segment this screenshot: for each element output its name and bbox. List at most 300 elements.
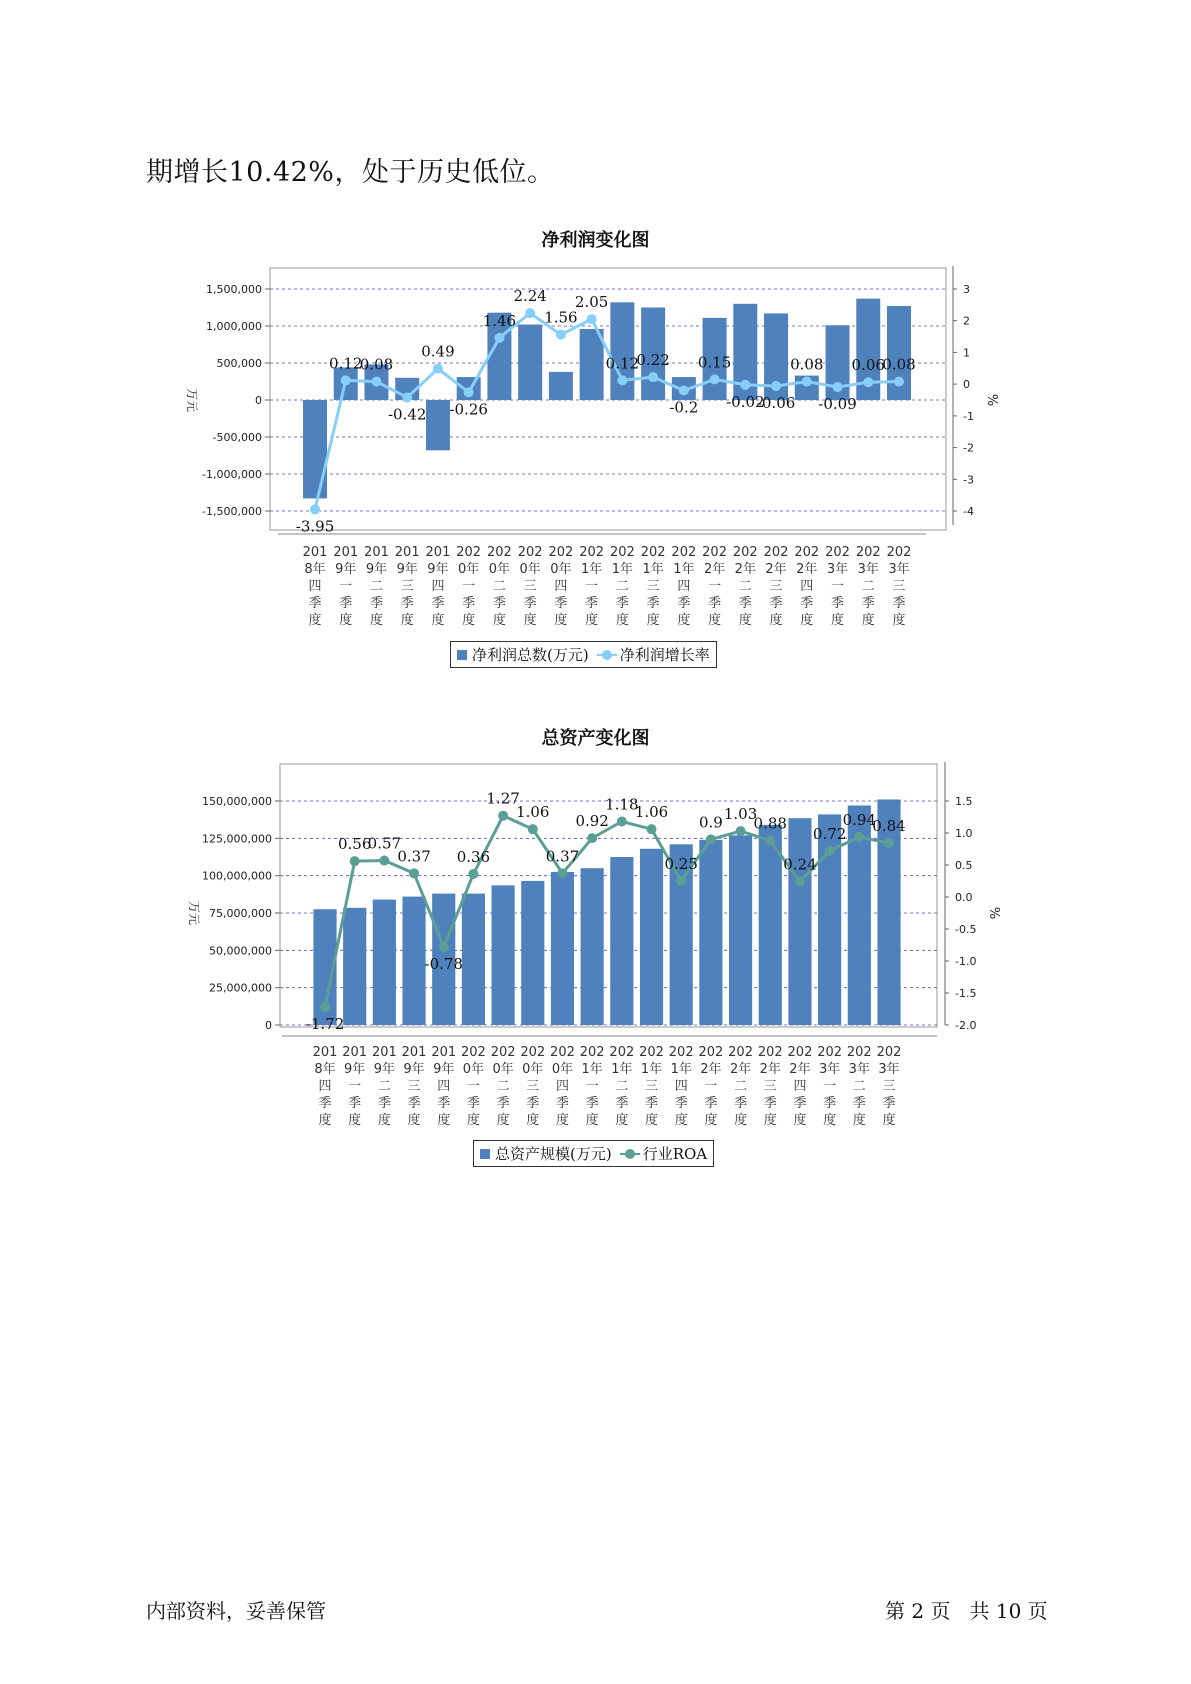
data-label: 0.37 bbox=[397, 847, 431, 866]
x-tick-label: 0年 bbox=[458, 562, 480, 577]
line-point bbox=[587, 833, 597, 843]
x-tick-label: 三 bbox=[882, 1079, 896, 1094]
net-profit-legend bbox=[450, 641, 717, 668]
y-tick-label: 150,000,000 bbox=[202, 795, 272, 808]
line-point bbox=[468, 869, 478, 879]
x-tick-label: 季 bbox=[585, 596, 599, 611]
y2-tick-label: 0.5 bbox=[955, 859, 973, 872]
x-tick-label: 四 bbox=[308, 579, 322, 594]
x-tick-label: 度 bbox=[407, 1113, 421, 1128]
x-tick-label: 度 bbox=[462, 613, 476, 628]
y2-tick-label: 1.0 bbox=[955, 827, 973, 840]
x-tick-label: 201 bbox=[431, 1045, 457, 1060]
x-tick-label: 9年 bbox=[403, 1062, 425, 1077]
data-label: 0.08 bbox=[359, 355, 394, 374]
x-tick-label: 201 bbox=[333, 545, 359, 560]
x-tick-label: 201 bbox=[401, 1045, 427, 1060]
x-tick-label: 202 bbox=[886, 545, 912, 560]
data-label: 0.9 bbox=[698, 813, 723, 832]
line-point bbox=[528, 824, 538, 834]
x-tick-label: 度 bbox=[852, 1113, 866, 1128]
x-tick-label: 202 bbox=[698, 1045, 724, 1060]
x-tick-label: 0年 bbox=[519, 562, 541, 577]
y2-axis-label: % bbox=[986, 906, 1001, 920]
x-tick-label: 季 bbox=[318, 1096, 332, 1111]
x-tick-label: 2年 bbox=[700, 1062, 722, 1077]
line-point bbox=[617, 816, 627, 826]
x-tick-label: 度 bbox=[892, 613, 906, 628]
x-tick-label: 季 bbox=[823, 1096, 837, 1111]
y-tick-label: 500,000 bbox=[216, 357, 262, 370]
bar bbox=[402, 897, 425, 1025]
x-tick-label: 四 bbox=[555, 1079, 569, 1094]
data-label: 1.46 bbox=[482, 311, 517, 330]
x-tick-label: 季 bbox=[523, 596, 537, 611]
data-label: 0.24 bbox=[783, 855, 817, 874]
line-point bbox=[863, 377, 873, 387]
line-point bbox=[765, 836, 775, 846]
bar bbox=[303, 400, 327, 498]
x-tick-label: 3年 bbox=[818, 1062, 841, 1077]
x-tick-label: 度 bbox=[496, 1113, 510, 1128]
y2-tick-label: 3 bbox=[963, 283, 970, 296]
x-tick-label: 度 bbox=[738, 613, 752, 628]
line-point bbox=[402, 392, 412, 402]
bar bbox=[581, 868, 604, 1025]
data-label: 2.24 bbox=[513, 287, 547, 306]
x-tick-label: 2年 bbox=[765, 562, 787, 577]
line-point bbox=[587, 314, 597, 324]
line-point bbox=[802, 377, 812, 387]
data-label: -0.2 bbox=[669, 398, 699, 417]
x-tick-label: 季 bbox=[615, 1096, 629, 1111]
x-tick-label: 2年 bbox=[759, 1062, 781, 1077]
data-label: 0.49 bbox=[421, 342, 455, 361]
x-tick-label: 202 bbox=[763, 545, 789, 560]
x-tick-label: 季 bbox=[645, 1096, 659, 1111]
y-tick-label: 100,000,000 bbox=[202, 869, 272, 883]
x-tick-label: 202 bbox=[728, 1045, 753, 1060]
y-tick-label: 50,000,000 bbox=[209, 944, 272, 958]
bar bbox=[521, 881, 544, 1025]
x-tick-label: 度 bbox=[585, 1113, 599, 1128]
data-label: 0.12 bbox=[329, 354, 363, 373]
x-tick-label: 8年 bbox=[314, 1062, 336, 1077]
x-tick-label: 1年 bbox=[581, 1062, 603, 1077]
legend-total-assets: 总资产规模(万元) bbox=[495, 1145, 612, 1163]
y2-tick-label: -1 bbox=[963, 409, 974, 423]
y-axis-label: 万元 bbox=[185, 387, 199, 413]
x-tick-label: 202 bbox=[461, 1045, 486, 1060]
y-axis-label: 万元 bbox=[187, 900, 201, 926]
line-point bbox=[371, 377, 381, 387]
x-tick-label: 度 bbox=[708, 613, 722, 628]
y2-tick-label: 0 bbox=[963, 378, 970, 392]
x-tick-label: 二 bbox=[861, 579, 875, 594]
bar bbox=[759, 825, 782, 1025]
x-tick-label: 度 bbox=[369, 613, 383, 628]
x-tick-label: 二 bbox=[734, 1079, 748, 1094]
x-tick-label: 季 bbox=[882, 1096, 896, 1111]
x-tick-label: 9年 bbox=[335, 562, 357, 577]
x-tick-label: 201 bbox=[312, 1045, 338, 1060]
y-tick-label: 0 bbox=[255, 394, 262, 407]
x-tick-label: 0年 bbox=[492, 1062, 514, 1077]
line-point bbox=[557, 868, 567, 878]
line-point bbox=[433, 364, 443, 374]
x-tick-label: 度 bbox=[645, 1113, 659, 1128]
x-tick-label: 季 bbox=[555, 1096, 569, 1111]
x-tick-label: 季 bbox=[431, 596, 445, 611]
x-tick-label: 四 bbox=[800, 579, 814, 594]
data-label: 0.94 bbox=[842, 810, 877, 829]
x-tick-label: 四 bbox=[437, 1079, 451, 1094]
x-tick-label: 3年 bbox=[848, 1062, 870, 1077]
footer-confidential: 内部资料，妥善保管 bbox=[146, 1599, 326, 1623]
x-tick-label: 2年 bbox=[729, 1062, 752, 1077]
x-tick-label: 二 bbox=[377, 1079, 391, 1094]
x-tick-label: 季 bbox=[339, 596, 353, 611]
x-tick-label: 季 bbox=[852, 1096, 866, 1111]
y-tick-label: -1,000,000 bbox=[202, 468, 262, 481]
x-tick-label: 1年 bbox=[611, 1062, 633, 1077]
x-tick-label: 季 bbox=[377, 1096, 391, 1111]
line-point bbox=[647, 824, 657, 834]
x-tick-label: 202 bbox=[668, 1045, 694, 1060]
bar bbox=[610, 302, 634, 400]
line-point bbox=[464, 387, 474, 397]
data-label: 0.22 bbox=[636, 351, 670, 370]
line-point bbox=[310, 504, 320, 514]
data-label: 1.06 bbox=[634, 803, 669, 822]
x-tick-label: 202 bbox=[817, 1045, 843, 1060]
bar bbox=[426, 400, 450, 450]
x-tick-label: 度 bbox=[734, 1113, 748, 1128]
bar bbox=[518, 325, 542, 400]
x-tick-label: 季 bbox=[793, 1096, 807, 1111]
x-tick-label: 四 bbox=[318, 1079, 332, 1094]
x-tick-label: 度 bbox=[769, 613, 783, 628]
x-tick-label: 9年 bbox=[396, 562, 418, 577]
x-tick-label: 0年 bbox=[522, 1062, 544, 1077]
x-tick-label: 四 bbox=[793, 1079, 807, 1094]
x-tick-label: 四 bbox=[554, 579, 568, 594]
x-tick-label: 3年 bbox=[888, 562, 910, 577]
x-tick-label: 季 bbox=[308, 596, 322, 611]
x-tick-label: 202 bbox=[876, 1045, 902, 1060]
y-tick-label: 125,000,000 bbox=[202, 832, 272, 846]
x-tick-label: 度 bbox=[674, 1113, 688, 1128]
x-tick-label: 1年 bbox=[640, 1062, 663, 1077]
data-label: -0.26 bbox=[449, 400, 488, 419]
x-tick-label: 季 bbox=[734, 1096, 748, 1111]
x-tick-label: 度 bbox=[466, 1113, 480, 1128]
x-tick-label: 度 bbox=[677, 613, 691, 628]
data-label: -0.02 bbox=[726, 392, 765, 411]
y-tick-label: 0 bbox=[265, 1019, 272, 1032]
legend-line-swatch bbox=[620, 1149, 640, 1159]
data-label: 0.08 bbox=[882, 355, 916, 374]
x-tick-label: 三 bbox=[892, 579, 906, 594]
x-tick-label: 202 bbox=[609, 1045, 635, 1060]
y-tick-label: 25,000,000 bbox=[209, 981, 272, 995]
x-tick-label: 201 bbox=[364, 545, 389, 560]
x-tick-label: 202 bbox=[825, 545, 850, 560]
x-tick-label: 度 bbox=[763, 1113, 777, 1128]
bar bbox=[610, 857, 633, 1025]
x-tick-label: 1年 bbox=[611, 562, 634, 577]
x-tick-label: 202 bbox=[548, 545, 574, 560]
data-label: 0.92 bbox=[575, 812, 609, 831]
x-tick-label: 度 bbox=[793, 1113, 807, 1128]
x-tick-label: 9年 bbox=[365, 562, 388, 577]
legend-bar-swatch bbox=[457, 650, 467, 660]
x-tick-label: 度 bbox=[585, 613, 599, 628]
x-tick-label: 3年 bbox=[826, 562, 849, 577]
legend-line-swatch bbox=[597, 650, 617, 660]
x-tick-label: 202 bbox=[550, 1045, 575, 1060]
line-point bbox=[498, 811, 508, 821]
x-tick-label: 202 bbox=[846, 1045, 872, 1060]
data-label: 0.08 bbox=[790, 355, 824, 374]
x-tick-label: 9年 bbox=[344, 1062, 366, 1077]
x-tick-label: 度 bbox=[831, 613, 845, 628]
data-label: -0.09 bbox=[818, 394, 857, 413]
data-label: -0.06 bbox=[756, 394, 796, 413]
data-label: 0.12 bbox=[605, 354, 640, 373]
x-tick-label: 度 bbox=[646, 613, 660, 628]
y2-tick-label: 1.5 bbox=[955, 795, 973, 808]
x-tick-label: 201 bbox=[302, 545, 328, 560]
x-tick-label: 一 bbox=[585, 579, 599, 594]
x-tick-label: 度 bbox=[492, 613, 506, 628]
x-tick-label: 一 bbox=[823, 1079, 837, 1094]
x-tick-label: 202 bbox=[609, 545, 635, 560]
line-point bbox=[710, 374, 720, 384]
x-tick-label: 度 bbox=[348, 1113, 362, 1128]
x-tick-label: 一 bbox=[704, 1079, 718, 1094]
line-point bbox=[679, 385, 689, 395]
x-tick-label: 1年 bbox=[642, 562, 664, 577]
x-tick-label: 季 bbox=[369, 596, 383, 611]
y2-tick-label: -0.5 bbox=[955, 923, 977, 936]
data-label: 0.37 bbox=[545, 847, 580, 866]
data-label: -1.72 bbox=[305, 1015, 345, 1034]
x-tick-label: 季 bbox=[738, 596, 752, 611]
x-tick-label: 季 bbox=[831, 596, 845, 611]
line-point bbox=[795, 877, 805, 887]
x-tick-label: 度 bbox=[526, 1113, 540, 1128]
x-tick-label: 202 bbox=[787, 1045, 813, 1060]
x-tick-label: 2年 bbox=[703, 562, 726, 577]
line-point bbox=[494, 333, 504, 343]
x-tick-label: 度 bbox=[400, 613, 414, 628]
line-point bbox=[771, 381, 781, 391]
x-tick-label: 9年 bbox=[433, 1062, 455, 1077]
x-tick-label: 1年 bbox=[580, 562, 603, 577]
bar bbox=[343, 908, 366, 1025]
bar bbox=[462, 894, 485, 1025]
x-tick-label: 0年 bbox=[550, 562, 572, 577]
x-tick-label: 二 bbox=[852, 1079, 866, 1094]
x-tick-label: 201 bbox=[371, 1045, 397, 1060]
x-tick-label: 度 bbox=[308, 613, 322, 628]
x-tick-label: 202 bbox=[732, 545, 758, 560]
x-tick-label: 二 bbox=[492, 579, 506, 594]
line-point bbox=[736, 826, 746, 836]
x-tick-label: 季 bbox=[437, 1096, 451, 1111]
x-tick-label: 一 bbox=[466, 1079, 480, 1094]
x-tick-label: 度 bbox=[882, 1113, 896, 1128]
bar bbox=[492, 885, 515, 1025]
x-tick-label: 201 bbox=[342, 1045, 368, 1060]
x-tick-label: 9年 bbox=[373, 1062, 396, 1077]
x-tick-label: 度 bbox=[555, 1113, 569, 1128]
x-tick-label: 季 bbox=[526, 1096, 540, 1111]
data-label: 0.15 bbox=[697, 353, 732, 372]
x-tick-label: 201 bbox=[425, 545, 451, 560]
intro-paragraph: 期增长10.42%，处于历史低位。 bbox=[146, 157, 555, 188]
line-point bbox=[341, 375, 351, 385]
line-point bbox=[676, 876, 686, 886]
legend-bar-swatch bbox=[480, 1149, 490, 1159]
data-label: 0.88 bbox=[753, 814, 787, 833]
data-label: -0.78 bbox=[424, 954, 463, 973]
x-tick-label: 三 bbox=[526, 1079, 540, 1094]
x-tick-label: 度 bbox=[861, 613, 875, 628]
x-tick-label: 202 bbox=[456, 545, 482, 560]
data-label: 1.06 bbox=[516, 803, 550, 822]
x-tick-label: 201 bbox=[394, 545, 420, 560]
legend-industry-roa: 行业ROA bbox=[642, 1145, 708, 1163]
line-point bbox=[379, 856, 389, 866]
x-tick-label: 度 bbox=[615, 1113, 629, 1128]
x-tick-label: 季 bbox=[892, 596, 906, 611]
x-tick-label: 0年 bbox=[551, 1062, 574, 1077]
y-tick-label: -1,500,000 bbox=[202, 505, 262, 518]
x-tick-label: 季 bbox=[492, 596, 506, 611]
data-label: 0.84 bbox=[872, 817, 906, 836]
line-point bbox=[833, 382, 843, 392]
x-tick-label: 季 bbox=[763, 1096, 777, 1111]
line-point bbox=[617, 375, 627, 385]
bar bbox=[551, 872, 574, 1025]
bar bbox=[373, 900, 396, 1025]
total-assets-chart bbox=[0, 750, 1191, 1140]
x-tick-label: 度 bbox=[704, 1113, 718, 1128]
x-tick-label: 季 bbox=[704, 1096, 718, 1111]
x-tick-label: 3年 bbox=[857, 562, 879, 577]
line-point bbox=[825, 846, 835, 856]
net-profit-chart bbox=[0, 250, 1191, 640]
y2-tick-label: -1.0 bbox=[955, 955, 977, 968]
x-tick-label: 1年 bbox=[670, 1062, 692, 1077]
x-tick-label: 季 bbox=[615, 596, 629, 611]
x-tick-label: 三 bbox=[400, 579, 414, 594]
x-tick-label: 二 bbox=[615, 579, 629, 594]
x-tick-label: 二 bbox=[615, 1079, 629, 1094]
x-tick-label: 一 bbox=[831, 579, 845, 594]
x-tick-label: 季 bbox=[585, 1096, 599, 1111]
x-tick-label: 季 bbox=[466, 1096, 480, 1111]
y2-axis-label: % bbox=[984, 393, 999, 407]
x-tick-label: 季 bbox=[400, 596, 414, 611]
x-tick-label: 三 bbox=[523, 579, 537, 594]
y2-tick-label: -2.0 bbox=[955, 1019, 977, 1032]
x-tick-label: 度 bbox=[318, 1113, 332, 1128]
x-tick-label: 三 bbox=[769, 579, 783, 594]
footer-page-number: 第 2 页 共 10 页 bbox=[885, 1599, 1048, 1623]
y2-tick-label: -4 bbox=[963, 505, 974, 518]
bar bbox=[640, 849, 663, 1025]
x-tick-label: 0年 bbox=[488, 562, 511, 577]
x-tick-label: 一 bbox=[462, 579, 476, 594]
x-tick-label: 8年 bbox=[304, 562, 326, 577]
data-label: 0.06 bbox=[851, 356, 885, 375]
x-tick-label: 季 bbox=[407, 1096, 421, 1111]
x-tick-label: 四 bbox=[677, 579, 691, 594]
line-point bbox=[439, 942, 449, 952]
x-tick-label: 9年 bbox=[427, 562, 449, 577]
x-tick-label: 季 bbox=[646, 596, 660, 611]
x-tick-label: 季 bbox=[554, 596, 568, 611]
x-tick-label: 季 bbox=[348, 1096, 362, 1111]
data-label: -3.95 bbox=[295, 517, 335, 536]
line-point bbox=[409, 868, 419, 878]
data-label: 1.27 bbox=[486, 789, 520, 808]
x-tick-label: 度 bbox=[431, 613, 445, 628]
x-tick-label: 季 bbox=[677, 596, 691, 611]
data-label: 1.18 bbox=[605, 795, 639, 814]
x-tick-label: 202 bbox=[579, 1045, 605, 1060]
data-label: 0.56 bbox=[337, 835, 372, 854]
data-label: 0.36 bbox=[456, 847, 491, 866]
x-tick-label: 一 bbox=[339, 579, 353, 594]
line-point bbox=[706, 834, 716, 844]
x-tick-label: 202 bbox=[490, 1045, 516, 1060]
x-tick-label: 202 bbox=[487, 545, 512, 560]
line-point bbox=[884, 838, 894, 848]
x-tick-label: 三 bbox=[646, 579, 660, 594]
x-tick-label: 度 bbox=[377, 1113, 391, 1128]
x-tick-label: 202 bbox=[579, 545, 605, 560]
x-tick-label: 度 bbox=[339, 613, 353, 628]
data-label: 1.03 bbox=[723, 805, 758, 824]
x-tick-label: 202 bbox=[702, 545, 727, 560]
line-point bbox=[854, 832, 864, 842]
legend-net-profit-total: 净利润总数(万元) bbox=[472, 646, 589, 664]
y2-tick-label: -3 bbox=[963, 473, 974, 487]
x-tick-label: 四 bbox=[674, 1079, 688, 1094]
x-tick-label: 2年 bbox=[789, 1062, 811, 1077]
x-tick-label: 二 bbox=[496, 1079, 510, 1094]
y2-tick-label: 0.0 bbox=[955, 891, 973, 904]
data-label: -0.42 bbox=[387, 405, 427, 424]
x-tick-label: 二 bbox=[738, 579, 752, 594]
bar bbox=[699, 840, 722, 1025]
line-point bbox=[556, 330, 566, 340]
x-tick-label: 202 bbox=[757, 1045, 783, 1060]
x-tick-label: 2年 bbox=[796, 562, 818, 577]
x-tick-label: 三 bbox=[407, 1079, 421, 1094]
line-point bbox=[350, 856, 360, 866]
y-tick-label: -500,000 bbox=[212, 431, 262, 444]
bar bbox=[788, 818, 811, 1025]
x-tick-label: 二 bbox=[369, 579, 383, 594]
x-tick-label: 0年 bbox=[462, 1062, 485, 1077]
line-point bbox=[740, 380, 750, 390]
x-tick-label: 202 bbox=[520, 1045, 546, 1060]
